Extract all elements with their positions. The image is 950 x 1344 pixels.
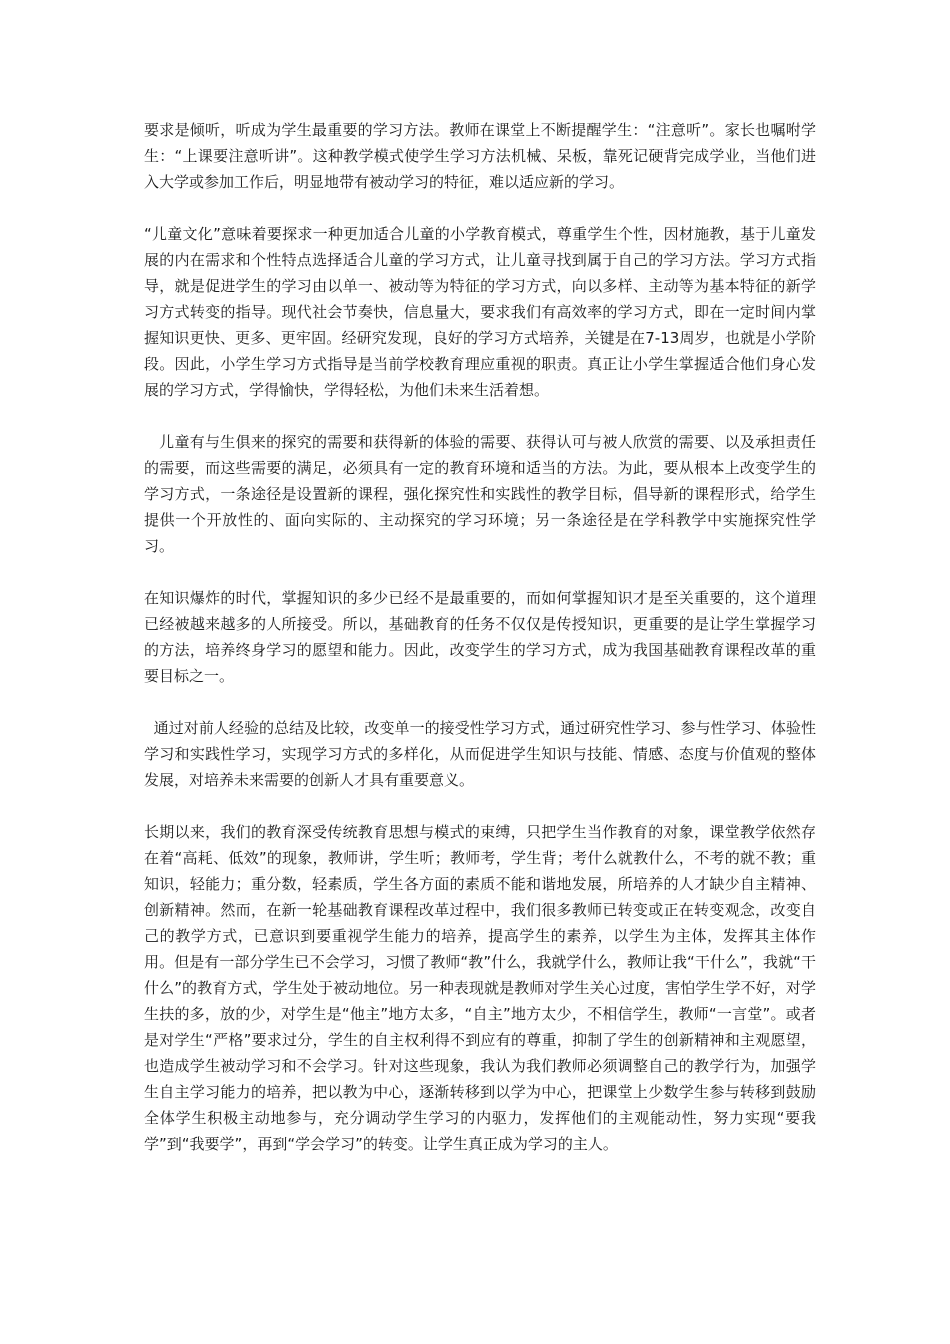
paragraph: 要求是倾听，听成为学生最重要的学习方法。教师在课堂上不断提醒学生：“注意听”。家长也嘱咐学生：“上课要注意听讲”。这种教学模式使学生学习方法机械、呆板，靠死记硬背完成学业，当他们进入大学或参加工作后，明显地带有被动学习的特征，难以适应新的学习。 <box>144 121 816 191</box>
paragraph: 长期以来，我们的教育深受传统教育思想与模式的束缚，只把学生当作教育的对象，课堂教学依然存在着“高耗、低效”的现象，教师讲，学生听；教师考，学生背；考什么就教什么，不考的就不教；重知识，轻能力；重分数，轻素质，学生各方面的素质不能和谐地发展，所培养的人才缺少自主精神、创新精神。然而，在新一轮基础教育课程改革过程中，我们很多教师已转变或正在转变观念，改变自己的教学方式，已意识到要重视学生能力的培养，提高学生的素养，以学生为主体，发挥其主体作用。但是有一部分学生已不会学习，习惯了教师“教”什么，我就学什么，教师让我“干什么”，我就“干什么”的教育方式，学生处于被动地位。另一种表现就是教师对学生关心过度，害怕学生学不好，对学生扶的多，放的少，对学生是“他主”地方太多，“自主”地方太少，不相信学生，教师“一言堂”。或者是对学生“严格”要求过分，学生的自主权利得不到应有的尊重，抑制了学生的创新精神和主观愿望，也造成学生被动学习和不会学习。针对这些现象，我认为我们教师必须调整自己的教学行为，加强学生自主学习能力的培养，把以教为中心，逐渐转移到以学为中心，把课堂上少数学生参与转移到鼓励全体学生积极主动地参与，充分调动学生学习的内驱力，发挥他们的主观能动性，努力实现“要我学”到“我要学”，再到“学会学习”的转变。让学生真正成为学习的主人。 <box>144 823 816 1153</box>
paragraph: 儿童有与生俱来的探究的需要和获得新的体验的需要、获得认可与被人欣赏的需要、以及承担责任的需要，而这些需要的满足，必须具有一定的教育环境和适当的方法。为此，要从根本上改变学生的学习方式，一条途径是设置新的课程，强化探究性和实践性的教学目标，倡导新的课程形式，给学生提供一个开放性的、面向实际的、主动探究的学习环境；另一条途径是在学科教学中实施探究性学习。 <box>144 433 816 555</box>
paragraph: 在知识爆炸的时代，掌握知识的多少已经不是最重要的，而如何掌握知识才是至关重要的，这个道理已经被越来越多的人所接受。所以，基础教育的任务不仅仅是传授知识，更重要的是让学生掌握学习的方法，培养终身学习的愿望和能力。因此，改变学生的学习方式，成为我国基础教育课程改革的重要目标之一。 <box>144 589 816 685</box>
paragraph: “儿童文化”意味着要探求一种更加适合儿童的小学教育模式，尊重学生个性，因材施教，基于儿童发展的内在需求和个性特点选择适合儿童的学习方式，让儿童寻找到属于自己的学习方法。学习方式指导，就是促进学生的学习由以单一、被动等为特征的学习方式，向以多样、主动等为基本特征的新学习方式转变的指导。现代社会节奏快，信息量大，要求我们有高效率的学习方式，即在一定时间内掌握知识更快、更多、更牢固。经研究发现，良好的学习方式培养，关键是在7-13周岁，也就是小学阶段。因此，小学生学习方式指导是当前学校教育理应重视的职责。真正让小学生掌握适合他们身心发展的学习方式，学得愉快，学得轻松，为他们未来生活着想。 <box>144 225 816 399</box>
document-page <box>144 117 816 1157</box>
paragraph: 通过对前人经验的总结及比较，改变单一的接受性学习方式，通过研究性学习、参与性学习、体验性学习和实践性学习，实现学习方式的多样化，从而促进学生知识与技能、情感、态度与价值观的整体发展，对培养未来需要的创新人才具有重要意义。 <box>144 719 816 789</box>
